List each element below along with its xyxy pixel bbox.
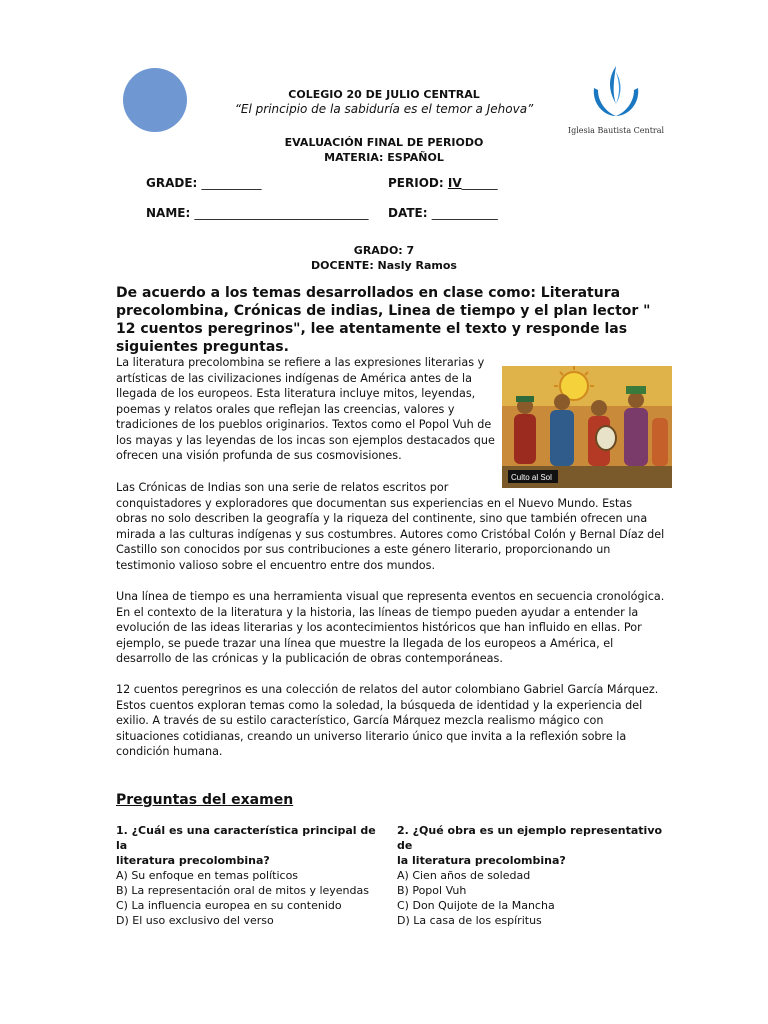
paragraph-line: mirada a las culturas indígenas y sus costumbres. Autores como Cristóbal Colón y Bernal Díaz del	[116, 527, 665, 541]
paragraph-line: situaciones cotidianas, creando un universo literario único que invita a la reflexión sobre la	[116, 729, 627, 743]
instructions: De acuerdo a los temas desarrollados en clase como: Literatura precolombina, Crónicas de indias, Linea de tiempo y el plan lector " 12 cuentos peregrinos", lee atentamente el texto y responde las siguientes preguntas.	[116, 285, 651, 355]
answer-option[interactable]: C) Don Quijote de la Mancha	[397, 899, 555, 912]
paragraph-line: tradiciones de los pueblos originarios. Textos como el Popol Vuh de	[116, 418, 492, 431]
exam-title: EVALUACIÓN FINAL DE PERIODO	[284, 136, 484, 149]
answer-option[interactable]: D) La casa de los espíritus	[397, 914, 542, 927]
paragraph-line: llegada de los europeos. Esta literatura incluye mitos, leyendas,	[116, 387, 476, 400]
paragraph-precolombina	[116, 355, 495, 464]
question-stem: 2. ¿Qué obra es un ejemplo representativo de	[397, 824, 663, 852]
teacher-name: DOCENTE: Nasly Ramos	[311, 259, 457, 272]
paragraph-line: Las Crónicas de Indias son una serie de relatos escritos por	[116, 481, 449, 494]
paragraph-line: exilio. A través de su estilo característico, García Márquez mezcla realismo mágico con	[116, 714, 604, 727]
name-field	[146, 206, 368, 220]
paragraph-line: los mayas y las leyendas de los incas son ejemplos destacados que	[116, 433, 495, 447]
name-blank[interactable]: _____________________________	[194, 206, 369, 220]
paragraph-line: Castillo son conocidos por sus contribuciones a este género literario, proporcionando un	[116, 543, 611, 556]
paragraph-line: poemas y relatos orales que reflejan las creencias, valores y	[116, 402, 455, 416]
paragraph-line: artísticas de las civilizaciones indígenas de América antes de la	[116, 371, 473, 385]
school-name: COLEGIO 20 DE JULIO CENTRAL	[288, 88, 480, 101]
paragraph-line: obras no solo describen la geografía y la riqueza del continente, sino que también ofrecen una	[116, 512, 648, 525]
answer-option[interactable]: A) Su enfoque en temas políticos	[116, 869, 299, 882]
grade-level: GRADO: 7	[353, 244, 415, 257]
paragraph-line: conquistadores y exploradores que documentan sus experiencias en el Nuevo Mundo. Estas	[116, 496, 633, 510]
paragraph-linea-tiempo	[116, 589, 664, 667]
culto-al-sol-illustration	[502, 366, 672, 488]
question-1	[116, 823, 386, 928]
answer-option[interactable]: D) El uso exclusivo del verso	[116, 914, 274, 927]
grade-blank[interactable]: __________	[201, 176, 262, 190]
name-label: NAME:	[146, 206, 191, 220]
paragraph-line: evolución de las ideas literarias y los acontecimientos históricos que han influido en ellas. Por	[116, 621, 642, 634]
paragraph-line: Una línea de tiempo es una herramienta visual que representa eventos en secuencia cronológica.	[116, 590, 665, 603]
paragraph-cronicas	[116, 480, 664, 573]
image-caption: Culto al Sol	[511, 473, 552, 482]
answer-option[interactable]: B) La representación oral de mitos y leyendas	[116, 884, 369, 897]
paragraph-line: testimonio valioso sobre el encuentro entre dos mundos.	[116, 558, 436, 572]
period-field	[388, 176, 498, 190]
school-motto: “El principio de la sabiduría es el temor a Jehova”	[234, 102, 534, 116]
question-stem: literatura precolombina?	[116, 854, 270, 867]
question-stem: 1. ¿Cuál es una característica principal de la	[116, 824, 376, 852]
logo-caption: Iglesia Bautista Central	[567, 126, 665, 135]
answer-option[interactable]: B) Popol Vuh	[397, 884, 467, 897]
paragraph-line: ofrecen una visión profunda de sus cosmovisiones.	[116, 449, 402, 462]
date-field	[388, 206, 498, 220]
question-2	[397, 823, 667, 928]
subject-line: MATERIA: ESPAÑOL	[324, 151, 444, 164]
period-label: PERIOD:	[388, 176, 444, 190]
period-blank[interactable]: ______	[461, 176, 498, 190]
date-label: DATE:	[388, 206, 428, 220]
answer-option[interactable]: A) Cien años de soledad	[397, 869, 531, 882]
paragraph-line: ejemplo, se puede trazar una línea que muestre la llegada de los europeos a América, el	[116, 636, 614, 650]
grade-label: GRADE:	[146, 176, 198, 190]
date-blank[interactable]: ___________	[431, 206, 498, 220]
questions-title: Preguntas del examen	[116, 792, 294, 808]
paragraph-line: condición humana.	[116, 745, 223, 758]
grade-field	[146, 176, 262, 190]
paragraph-line: desarrollo de las crónicas y la publicación de obras contemporáneas.	[116, 652, 503, 665]
paragraph-line: Estos cuentos exploran temas como la soledad, la búsqueda de identidad y la experiencia del	[116, 698, 643, 712]
question-stem: la literatura precolombina?	[397, 854, 566, 867]
paragraph-line: La literatura precolombina se refiere a las expresiones literarias y	[116, 356, 485, 369]
answer-option[interactable]: C) La influencia europea en su contenido	[116, 899, 342, 912]
paragraph-cuentos	[116, 682, 658, 760]
period-value: IV	[447, 176, 462, 190]
paragraph-line: 12 cuentos peregrinos es una colección de relatos del autor colombiano Gabriel García Márquez.	[116, 683, 659, 696]
paragraph-line: En el contexto de la literatura y la historia, las líneas de tiempo pueden ayudar a entender la	[116, 605, 639, 619]
